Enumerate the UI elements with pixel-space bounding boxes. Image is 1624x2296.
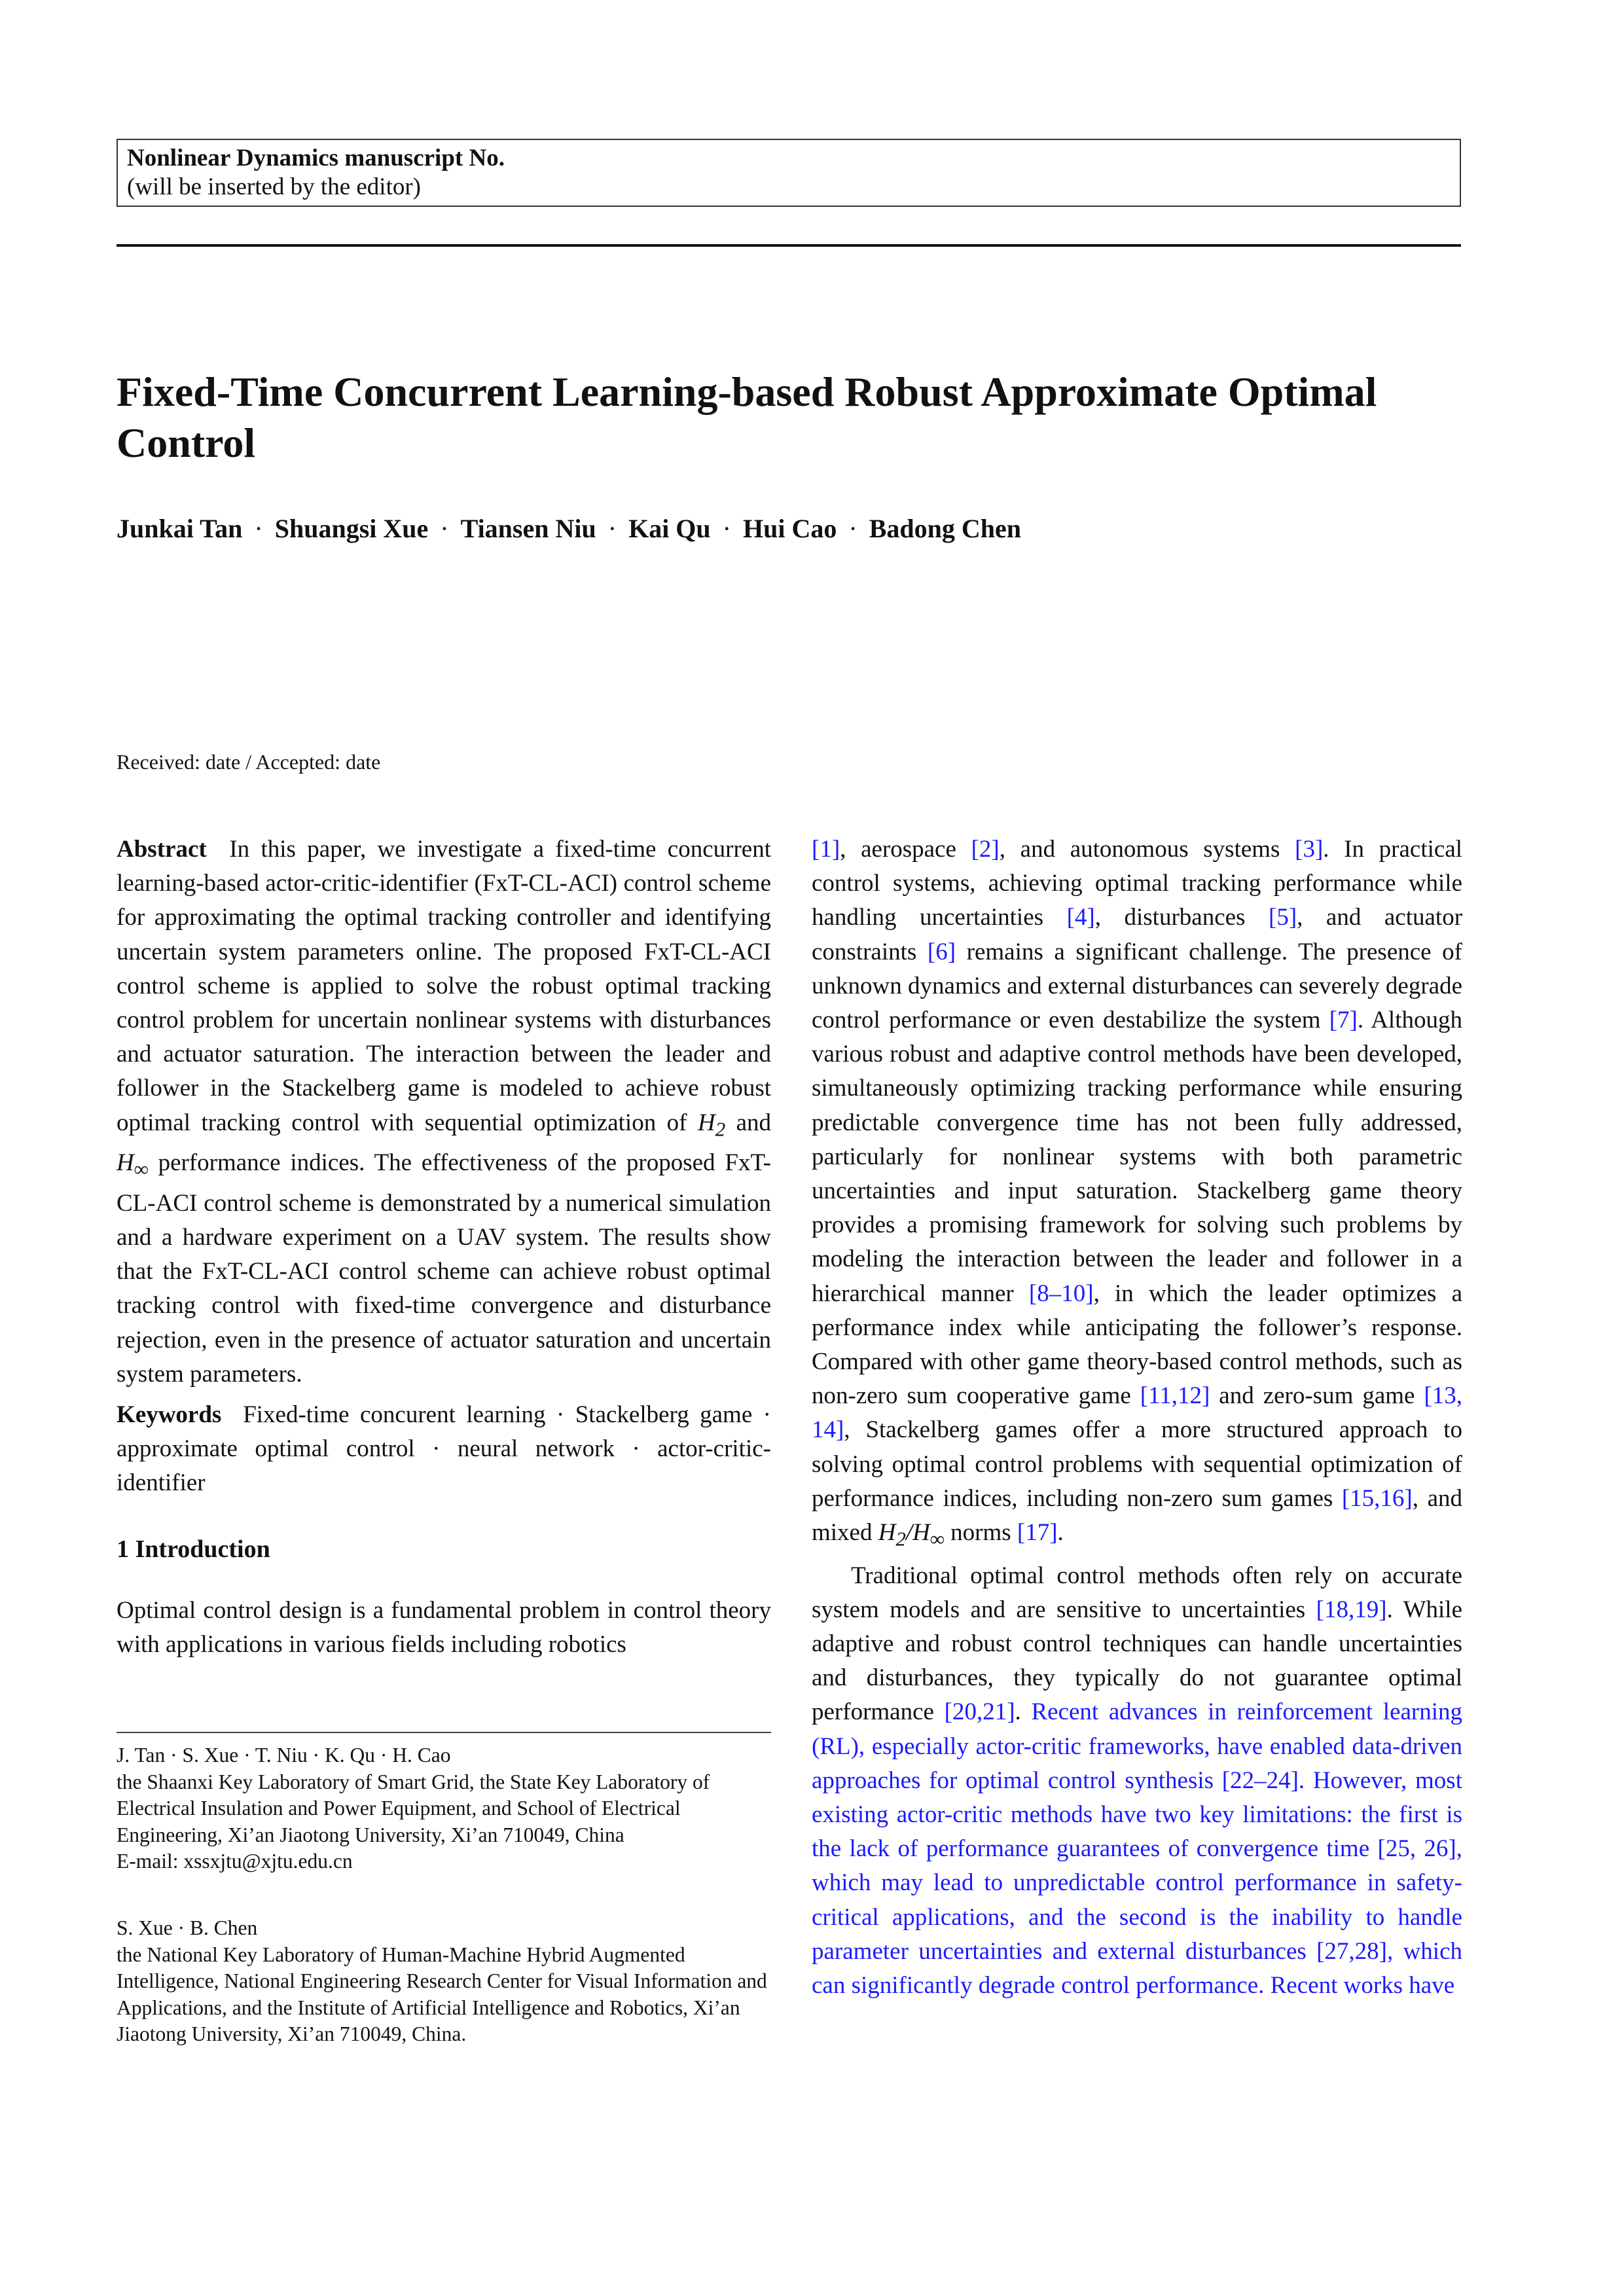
paper-title: Fixed-Time Concurrent Learning-based Robust Approximate Optimal Control [117,368,1377,466]
math-h: H [912,1519,930,1547]
author-separator: · [607,514,617,543]
abstract-label: Abstract [117,836,207,863]
author-separator: · [254,514,263,543]
body-text: remains a significant challenge. The presence of unknown dynamics and external disturbances can severely degrade control performance or even destabilize the system [812,938,1462,1034]
author-name: Badong Chen [869,514,1021,543]
author-separator: · [722,514,731,543]
body-text: . Although various robust and adaptive control methods have been developed, simultaneously optimizing tracking performance while ensuring predictable convergence time has not been fully addressed, particularly for nonlinear systems with both parametric uncertainties and input saturation. Stackelberg game theory provides a promising framework for solving such problems by modeling the interaction between the leader and follower in a hierarchical manner [812,1007,1462,1307]
citation-link[interactable]: [2] [971,836,1000,863]
body-text: , and mixed [812,1484,1463,1547]
intro-paragraph-2 [812,1559,1462,2003]
math-h: H [878,1519,896,1547]
abstract [117,833,771,1391]
citation-link[interactable]: [13, 14] [812,1382,1463,1444]
math-slash: / [905,1519,913,1547]
author-separator: · [848,514,857,543]
journal-line: Nonlinear Dynamics manuscript No. [127,145,505,171]
citation-link[interactable]: [5] [1269,904,1297,931]
body-text: , Stackelberg games offer a more structured approach to solving optimal control problems with sequential optimization of performance indices, including non-zero sum games [812,1416,1462,1512]
author-separator: · [440,514,449,543]
citation-link[interactable]: [3] [1295,836,1324,863]
body-text: , and autonomous systems [999,836,1280,863]
left-column [117,833,771,1662]
intro-paragraph-continued [812,833,1462,1556]
math-h: H [697,1109,715,1136]
body-text: , aerospace [840,836,956,863]
citation-link[interactable]: [17] [1017,1519,1058,1547]
author-name: Shuangsi Xue [274,514,429,543]
math-h: H [117,1149,134,1177]
abstract-text-2: performance indices. The effectiveness of the proposed FxT-CL-ACI control scheme is demonstrated by a numerical simulation and a hardware experiment on a UAV system. The results show that the FxT-CL-ACI control scheme can achieve robust optimal tracking control with fixed-time convergence and disturbance rejection, even in the presence of actuator saturation and uncertain system parameters. [117,1149,771,1388]
highlighted-revision-text: Recent advances in reinforcement learning (RL), especially actor-critic frameworks, have enabled data-driven approaches for optimal control synthesis [22–24]. However, most existing actor-critic methods have two key limitations: the first is the lack of performance guarantees of convergence time [25, 26], which may lead to unpredictable control performance in safety-critical applications, and the second is the inability to handle parameter uncertainties and external disturbances [27,28], which can significantly degrade control performance. Recent works have [812,1698,1463,2000]
citation-link[interactable]: [6] [927,938,956,965]
footnote-affiliation-1 [117,1742,771,1875]
author-list [117,512,1426,546]
keywords-text: Fixed-time concurent learning · Stackelberg game · approximate optimal control · neural network · actor-critic-identifier [117,1401,772,1497]
citation-link[interactable]: [8–10] [1028,1280,1094,1307]
body-text: norms [950,1519,1011,1547]
author-name: Junkai Tan [117,514,243,543]
math-sub: ∞ [929,1528,945,1551]
footnote-email: E-mail: xssxjtu@xjtu.edu.cn [117,1850,353,1873]
body-text: , disturbances [1094,904,1246,931]
footnote-rule [117,1732,771,1733]
body-text: . In practical control systems, achieving optimal tracking performance while handling uncertainties [812,836,1463,931]
math-sub: ∞ [134,1158,149,1181]
citation-link[interactable]: [18,19] [1316,1596,1387,1623]
citation-link[interactable]: [11,12] [1140,1382,1210,1410]
citation-link[interactable]: [15,16] [1341,1484,1413,1512]
right-column [812,833,1462,2003]
received-accepted-dates: Received: date / Accepted: date [117,750,381,774]
editor-note: (will be inserted by the editor) [127,173,422,200]
citation-link[interactable]: [4] [1066,904,1095,931]
citation-link[interactable]: [1] [812,836,840,863]
citation-link[interactable]: [7] [1329,1007,1358,1034]
abstract-text-1: In this paper, we investigate a fixed-time concurrent learning-based actor-critic-identifier (FxT-CL-ACI) control scheme for approximating the optimal tracking controller and identifying uncertain system parameters online. The proposed FxT-CL-ACI control scheme is applied to solve the robust optimal tracking control problem for uncertain nonlinear systems with disturbances and actuator saturation. The interaction between the leader and follower in the Stackelberg game is modeled to achieve robust optimal tracking control with sequential optimization of [117,836,771,1136]
header-rule [117,244,1461,247]
footnote-names: S. Xue · B. Chen [117,1916,258,1939]
math-sub: 2 [715,1118,726,1141]
section-heading-introduction: 1 Introduction [117,1535,270,1563]
footnote-affiliation: the Shaanxi Key Laboratory of Smart Grid, the State Key Laboratory of Electrical Insulation and Power Equipment, and School of Electrical Engineering, Xi’an Jiaotong University, Xi’an 710049, China [117,1770,710,1846]
body-text: . While adaptive and robust control techniques can handle uncertainties and disturbances, they typically do not guarantee optimal performance [812,1596,1462,1726]
journal-header-box [117,139,1461,207]
author-name: Kai Qu [628,514,711,543]
footnote-affiliation: the National Key Laboratory of Human-Machine Hybrid Augmented Intelligence, National Engineering Research Center for Visual Information and Applications, and the Institute of Artificial Intelligence and Robotics, Xi’an Jiaotong University, Xi’an 710049, China. [117,1943,767,2046]
citation-link[interactable]: [20,21] [944,1698,1015,1726]
intro-paragraph-start: Optimal control design is a fundamental problem in control theory with applications in various fields including robotics [117,1596,771,1659]
author-name: Tiansen Niu [460,514,596,543]
abstract-and: and [736,1109,772,1136]
body-text: . [1015,1698,1021,1726]
footnote-names: J. Tan · S. Xue · T. Niu · K. Qu · H. Cao [117,1744,451,1767]
body-text: Traditional optimal control methods often rely on accurate system models and are sensitive to uncertainties [812,1562,1462,1623]
body-text: and zero-sum game [1219,1382,1415,1410]
keywords-label: Keywords [117,1401,222,1429]
body-text: , in which the leader optimizes a performance index while anticipating the follower’s response. Compared with other game theory-based control methods, such as non-zero sum cooperative game [812,1280,1462,1410]
body-text: . [1057,1519,1064,1547]
keywords [117,1398,771,1501]
footnote-affiliation-2 [117,1915,771,2048]
math-sub: 2 [895,1528,906,1551]
author-name: Hui Cao [743,514,837,543]
body-text: , and actuator constraints [812,904,1463,965]
